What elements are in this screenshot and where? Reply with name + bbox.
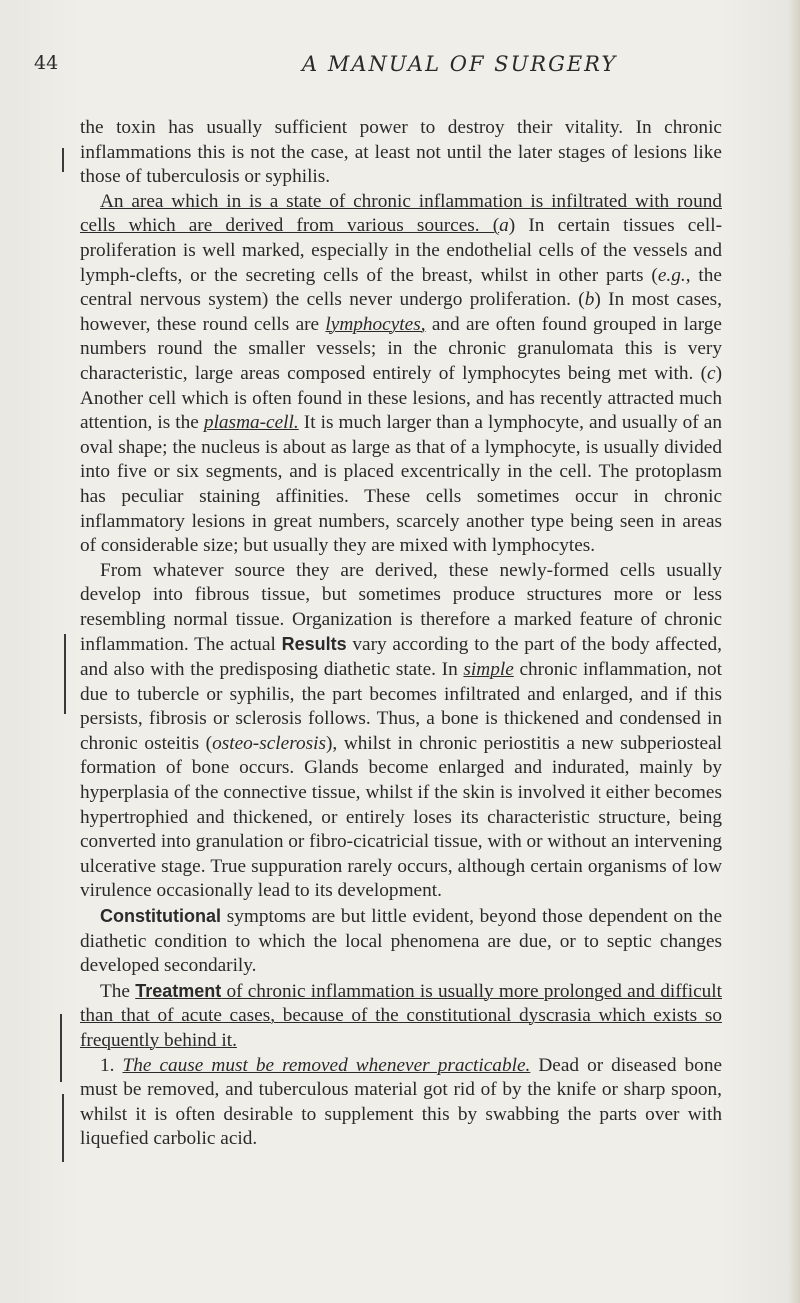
p4-osteo-sclerosis: osteo-sclerosis <box>212 732 326 754</box>
p7-number: 1. <box>100 1054 115 1076</box>
p6-text-a: The <box>100 980 136 1002</box>
p4-text-d: ), whilst in chronic periostitis a new subperiosteal formation of bone occurs. Glands become enlarged and indurated, mainly by hyperplasia of the connective tissue, whilst if the skin is involved it either becomes hypertrophied and thickened, or entirely loses its characteristic structure, being converted into granulation or fibro-cicatricial tissue, with or without an intervening ulcerative stage. True suppuration rarely occurs, although certain organisms of low virulence occasionally lead to its development. <box>80 732 722 902</box>
p2-plasma-cell: plasma-cell. <box>203 412 299 434</box>
p2-lymphocytes: lymphocytes, <box>325 313 426 335</box>
page-number: 44 <box>34 52 59 74</box>
treatment-label: Treatment <box>135 980 222 1001</box>
p2-text-e: and are often found grouped in large numbers round the smaller vessels; in the chronic granulomata this is very characteristic, large areas composed entirely of lymphocytes being met with. ( <box>80 313 722 384</box>
p2-text-g: It is much larger than a lymphocyte, and usually of an oval shape; the nucleus is about as large as that of a lymphocyte, is usually divided into five or six segments, and is placed excentrically in the cell. The protoplasm has peculiar staining affinities. These cells sometimes occur in chronic inflammatory lesions in great numbers, scarcely another type being seen in areas of considerable size; but usually they are mixed with lymphocytes. <box>80 412 722 557</box>
p2-text-b: ) In certain tissues cell-proliferation is well marked, especially in the endothelial cells of the vessels and lymph-clefts, or the secreting cells of the breast, whilst in other parts ( <box>80 215 722 286</box>
margin-mark-4 <box>62 1094 64 1162</box>
p2-label-c: c <box>707 362 716 384</box>
margin-mark-1 <box>62 148 64 172</box>
paragraph-3 <box>80 559 722 904</box>
p2-eg: e.g. <box>657 264 686 286</box>
p2-label-a: a <box>499 215 509 237</box>
p5-text: symptoms are but little evident, beyond those dependent on the diathetic condition to which the local phenomena are due, or to septic changes developed secondarily. <box>80 906 722 977</box>
running-title: A MANUAL OF SURGERY <box>302 52 618 76</box>
paragraph-5 <box>80 904 722 979</box>
p2-text-c: , the central nervous system) the cells never undergo proliferation. ( <box>80 264 722 311</box>
paragraph-6 <box>80 979 722 1054</box>
body-text <box>80 116 722 1152</box>
paragraph-7 <box>80 1054 722 1152</box>
p6-text-b: of chronic inflammation is usually more prolonged and difficult than that of acute cases, because of the constitutional dyscrasia which exists so frequently behind it. <box>80 980 722 1051</box>
paragraph-1 <box>80 116 722 190</box>
p2-text-d: ) In most cases, however, these round cells are <box>80 289 722 335</box>
p4-simple: simple <box>463 659 514 681</box>
page-header <box>34 52 724 82</box>
p7-text: Dead or diseased bone must be removed, and tuberculous material got rid of by the knife or sharp spoon, whilst it is often desirable to supplement this by swabbing the parts over with liquefied carbolic acid. <box>80 1054 723 1150</box>
results-label: Results <box>281 634 347 655</box>
paragraph-2 <box>80 190 722 559</box>
constitutional-label: Constitutional <box>100 906 221 926</box>
p1-text: the toxin has usually sufficient power to destroy their vitality. In chronic inflammations this is not the case, at least not until the later stages of lesions like those of tuberculosis or syphilis. <box>80 117 722 188</box>
p4-text-c: chronic inflammation, not due to tubercle or syphilis, the part becomes infiltrated and enlarged, and if this persists, fibrosis or sclerosis follows. Thus, a bone is thickened and condensed in chronic osteitis ( <box>80 659 722 754</box>
margin-mark-3 <box>60 1014 62 1082</box>
p2-label-b: b <box>584 289 595 311</box>
p3-text: From whatever source they are derived, these newly-formed cells usually develop into fibrous tissue, but sometimes produce structures more or less resembling normal tissue. Organization is therefore a marked feature of chronic inflammation. <box>80 559 722 656</box>
page-edge-stain <box>788 0 800 1303</box>
margin-mark-2 <box>64 634 66 714</box>
p4-text-a: The actual <box>194 634 282 656</box>
p2-text-a: An area which in is a state of chronic inflammation is infiltrated with round cells which are derived from various sources. ( <box>80 190 722 237</box>
p7-cause: The cause must be removed whenever practicable. <box>122 1054 531 1076</box>
p2-text-f: ) Another cell which is often found in these lesions, and has recently attracted much attention, is the <box>80 362 722 434</box>
p4-text-b: vary according to the part of the body affected, and also with the predisposing diathetic state. In <box>80 634 722 681</box>
